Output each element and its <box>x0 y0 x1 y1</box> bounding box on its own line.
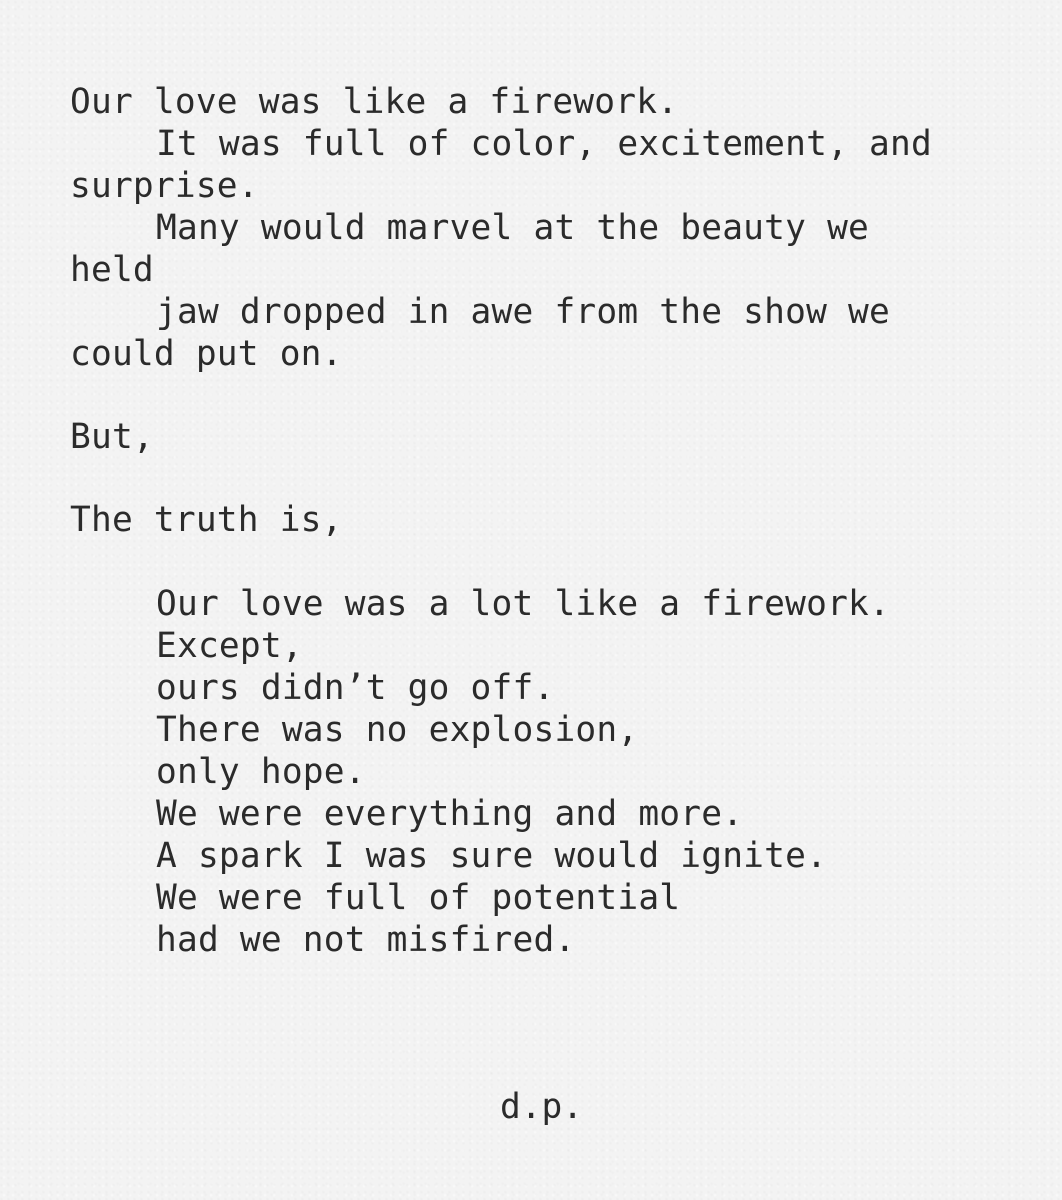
poem-line: It was full of color, excitement, and <box>156 124 932 164</box>
poem-line: ours didn’t go off. <box>156 668 555 708</box>
poem-line: surprise. <box>70 166 259 206</box>
author-signature: d.p. <box>500 1087 584 1127</box>
poem-line: Except, <box>156 626 303 666</box>
poem-line: A spark I was sure would ignite. <box>156 836 828 876</box>
poem-line: could put on. <box>70 334 343 374</box>
poem-line: We were everything and more. <box>156 794 744 834</box>
poem-line: had we not misfired. <box>156 920 576 960</box>
poem-line: jaw dropped in awe from the show we <box>156 292 890 332</box>
poem-line: There was no explosion, <box>156 710 639 750</box>
poem-line: Our love was like a firework. <box>70 82 679 122</box>
poem-line: only hope. <box>156 752 366 792</box>
poem-line: Our love was a lot like a firework. <box>156 584 890 624</box>
poem-line: We were full of potential <box>156 878 681 918</box>
poem-line-but: But, <box>70 417 154 457</box>
poem-line: held <box>70 250 154 290</box>
poem-line-truth: The truth is, <box>70 500 343 540</box>
poem-line: Many would marvel at the beauty we <box>156 208 870 248</box>
